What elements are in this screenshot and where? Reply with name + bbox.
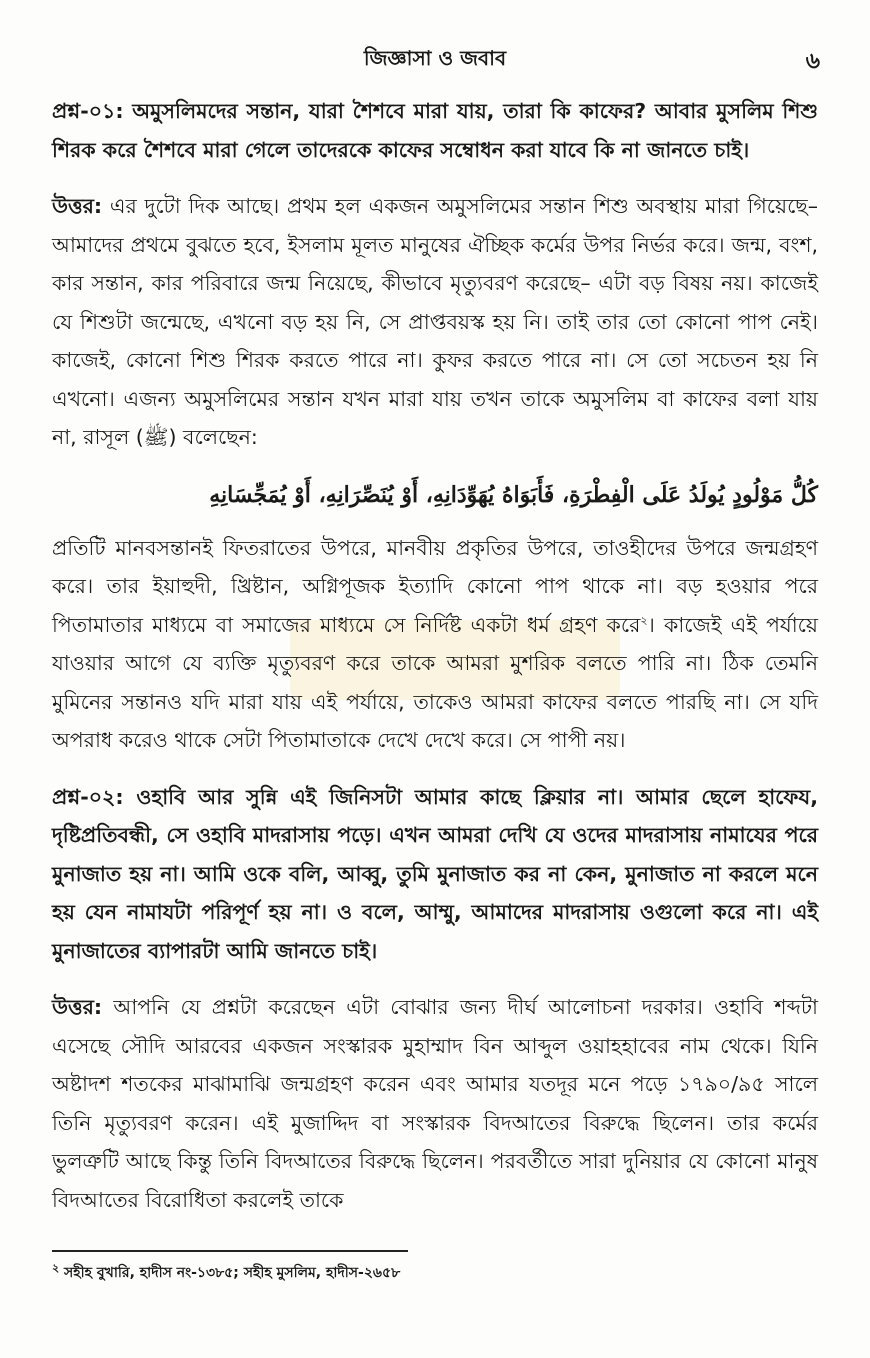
footnote-text: সহীহ বুখারি, হাদীস নং-১৩৮৫; সহীহ মুসলিম, হাদীস-২৬৫৮ bbox=[59, 1265, 401, 1281]
footnote-reference: ২ bbox=[640, 613, 648, 627]
answer-2 bbox=[52, 988, 818, 1219]
page-number: ৬ bbox=[805, 49, 820, 74]
answer-1-label: উত্তর: bbox=[52, 194, 103, 218]
answer-2-label: উত্তর: bbox=[52, 995, 103, 1019]
answer-2-text: আপনি যে প্রশ্নটা করেছেন এটা বোঝার জন্য দীর্ঘ আলোচনা দরকার। ওহাবি শব্দটা এসেছে সৌদি আরবের একজন সংস্কারক মুহাম্মাদ বিন আব্দুল ওয়াহহাবের নাম থেকে। যিনি অষ্টাদশ শতকের মাঝামাঝি জন্মগ্রহণ করেন এবং আমার যতদূর মনে পড়ে ১৭৯০/৯৫ সালে তিনি মৃত্যুবরণ করেন। এই মুজাদ্দিদ বা সংস্কারক বিদআতের বিরুদ্ধে ছিলেন। তার কর্মের ভুলত্রুটি আছে কিন্তু তিনি বিদআতের বিরুদ্ধে ছিলেন। পরবর্তীতে সারা দুনিয়ার যে কোনো মানুষ বিদআতের বিরোধিতা করলেই তাকে bbox=[52, 995, 818, 1212]
footnote bbox=[52, 1262, 818, 1284]
question-1-label: প্রশ্ন-০১: bbox=[52, 99, 124, 123]
footnote-divider bbox=[52, 1250, 408, 1252]
answer-1-text: এর দুটো দিক আছে। প্রথম হল একজন অমুসলিমের সন্তান শিশু অবস্থায় মারা গিয়েছে– আমাদের প্রথমে বুঝতে হবে, ইসলাম মূলত মানুষের ঐচ্ছিক কর্মের উপর নির্ভর করে। জন্ম, বংশ, কার সন্তান, কার পরিবারে জন্ম নিয়েছে, কীভাবে মৃত্যুবরণ করেছে– এটা বড় বিষয় নয়। কাজেই যে শিশুটা জন্মেছে, এখনো বড় হয় নি, সে প্রাপ্তবয়স্ক হয় নি। তাই তার তো কোনো পাপ নেই। কাজেই, কোনো শিশু শিরক করতে পারে না। কুফর করতে পারে না। সে তো সচেতন হয় নি এখনো। এজন্য অমুসলিমের সন্তান যখন মারা যায় তখন তাকে অমুসলিম বা কাফের বলা যায় না, রাসূল (ﷺ) বলেছেন: bbox=[52, 194, 818, 449]
answer-1-continuation-a: প্রতিটি মানবসন্তানই ফিতরাতের উপরে, মানবীয় প্রকৃতির উপরে, তাওহীদের উপরে জন্মগ্রহণ করে। তার ইয়াহুদী, খ্রিষ্টান, অগ্নিপূজক ইত্যাদি কোনো পাপ থাকে না। বড় হওয়ার পরে পিতামাতার মাধ্যমে বা সমাজের মাধ্যমে সে নির্দিষ্ট একটা ধর্ম গ্রহণ করে bbox=[52, 535, 818, 637]
question-2-label: প্রশ্ন-০২: bbox=[52, 784, 124, 809]
question-1 bbox=[52, 92, 818, 169]
question-2 bbox=[52, 778, 818, 971]
page-body bbox=[52, 92, 818, 1237]
question-1-text: অমুসলিমদের সন্তান, যারা শৈশবে মারা যায়, তারা কি কাফের? আবার মুসলিম শিশু শিরক করে শৈশবে মারা গেলে তাদেরকে কাফের সম্বোধন করা যাবে কি না জানতে চাই। bbox=[52, 99, 818, 162]
page-header bbox=[50, 44, 820, 74]
question-2-text: ওহাবি আর সুন্নি এই জিনিসটা আমার কাছে ক্লিয়ার না। আমার ছেলে হাফেয, দৃষ্টিপ্রতিবন্ধী, সে ওহাবি মাদরাসায় পড়ে। এখন আমরা দেখি যে ওদের মাদরাসায় নামাযের পরে মুনাজাত হয় না। আমি ওকে বলি, আব্বু, তুমি মুনাজাত কর না কেন, মুনাজাত না করলে মনে হয় যেন নামাযটা পরিপূর্ণ হয় না। ও বলে, আম্মু, আমাদের মাদরাসায় ওগুলো করে না। এই মুনাজাতের ব্যাপারটা আমি জানতে চাই। bbox=[52, 784, 818, 963]
hadith-arabic: كُلُّ مَوْلُودٍ يُولَدُ عَلَى الْفِطْرَةِ، فَأَبَوَاهُ يُهَوِّدَانِهِ، أَوْ يُنَصِّرَانِهِ، أَوْ يُمَجِّسَانِهِ bbox=[209, 481, 818, 508]
answer-1 bbox=[52, 187, 818, 457]
footnote-marker: ২ bbox=[52, 1261, 60, 1275]
running-title: জিজ্ঞাসা ও জবাব bbox=[363, 46, 507, 70]
answer-1-continuation-b: । কাজেই এই পর্যায়ে যাওয়ার আগে যে ব্যক্তি মৃত্যুবরণ করে তাকে আমরা মুশরিক বলতে পারি না। ঠিক তেমনি মুমিনের সন্তানও যদি মারা যায় এই পর্যায়ে, তাকেও আমরা কাফের বলতে পারছি না। সে যদি অপরাধ করেও থাকে সেটা পিতামাতাকে দেখে দেখে করে। সে পাপী নয়। bbox=[52, 612, 819, 752]
answer-1-continuation bbox=[52, 529, 818, 760]
